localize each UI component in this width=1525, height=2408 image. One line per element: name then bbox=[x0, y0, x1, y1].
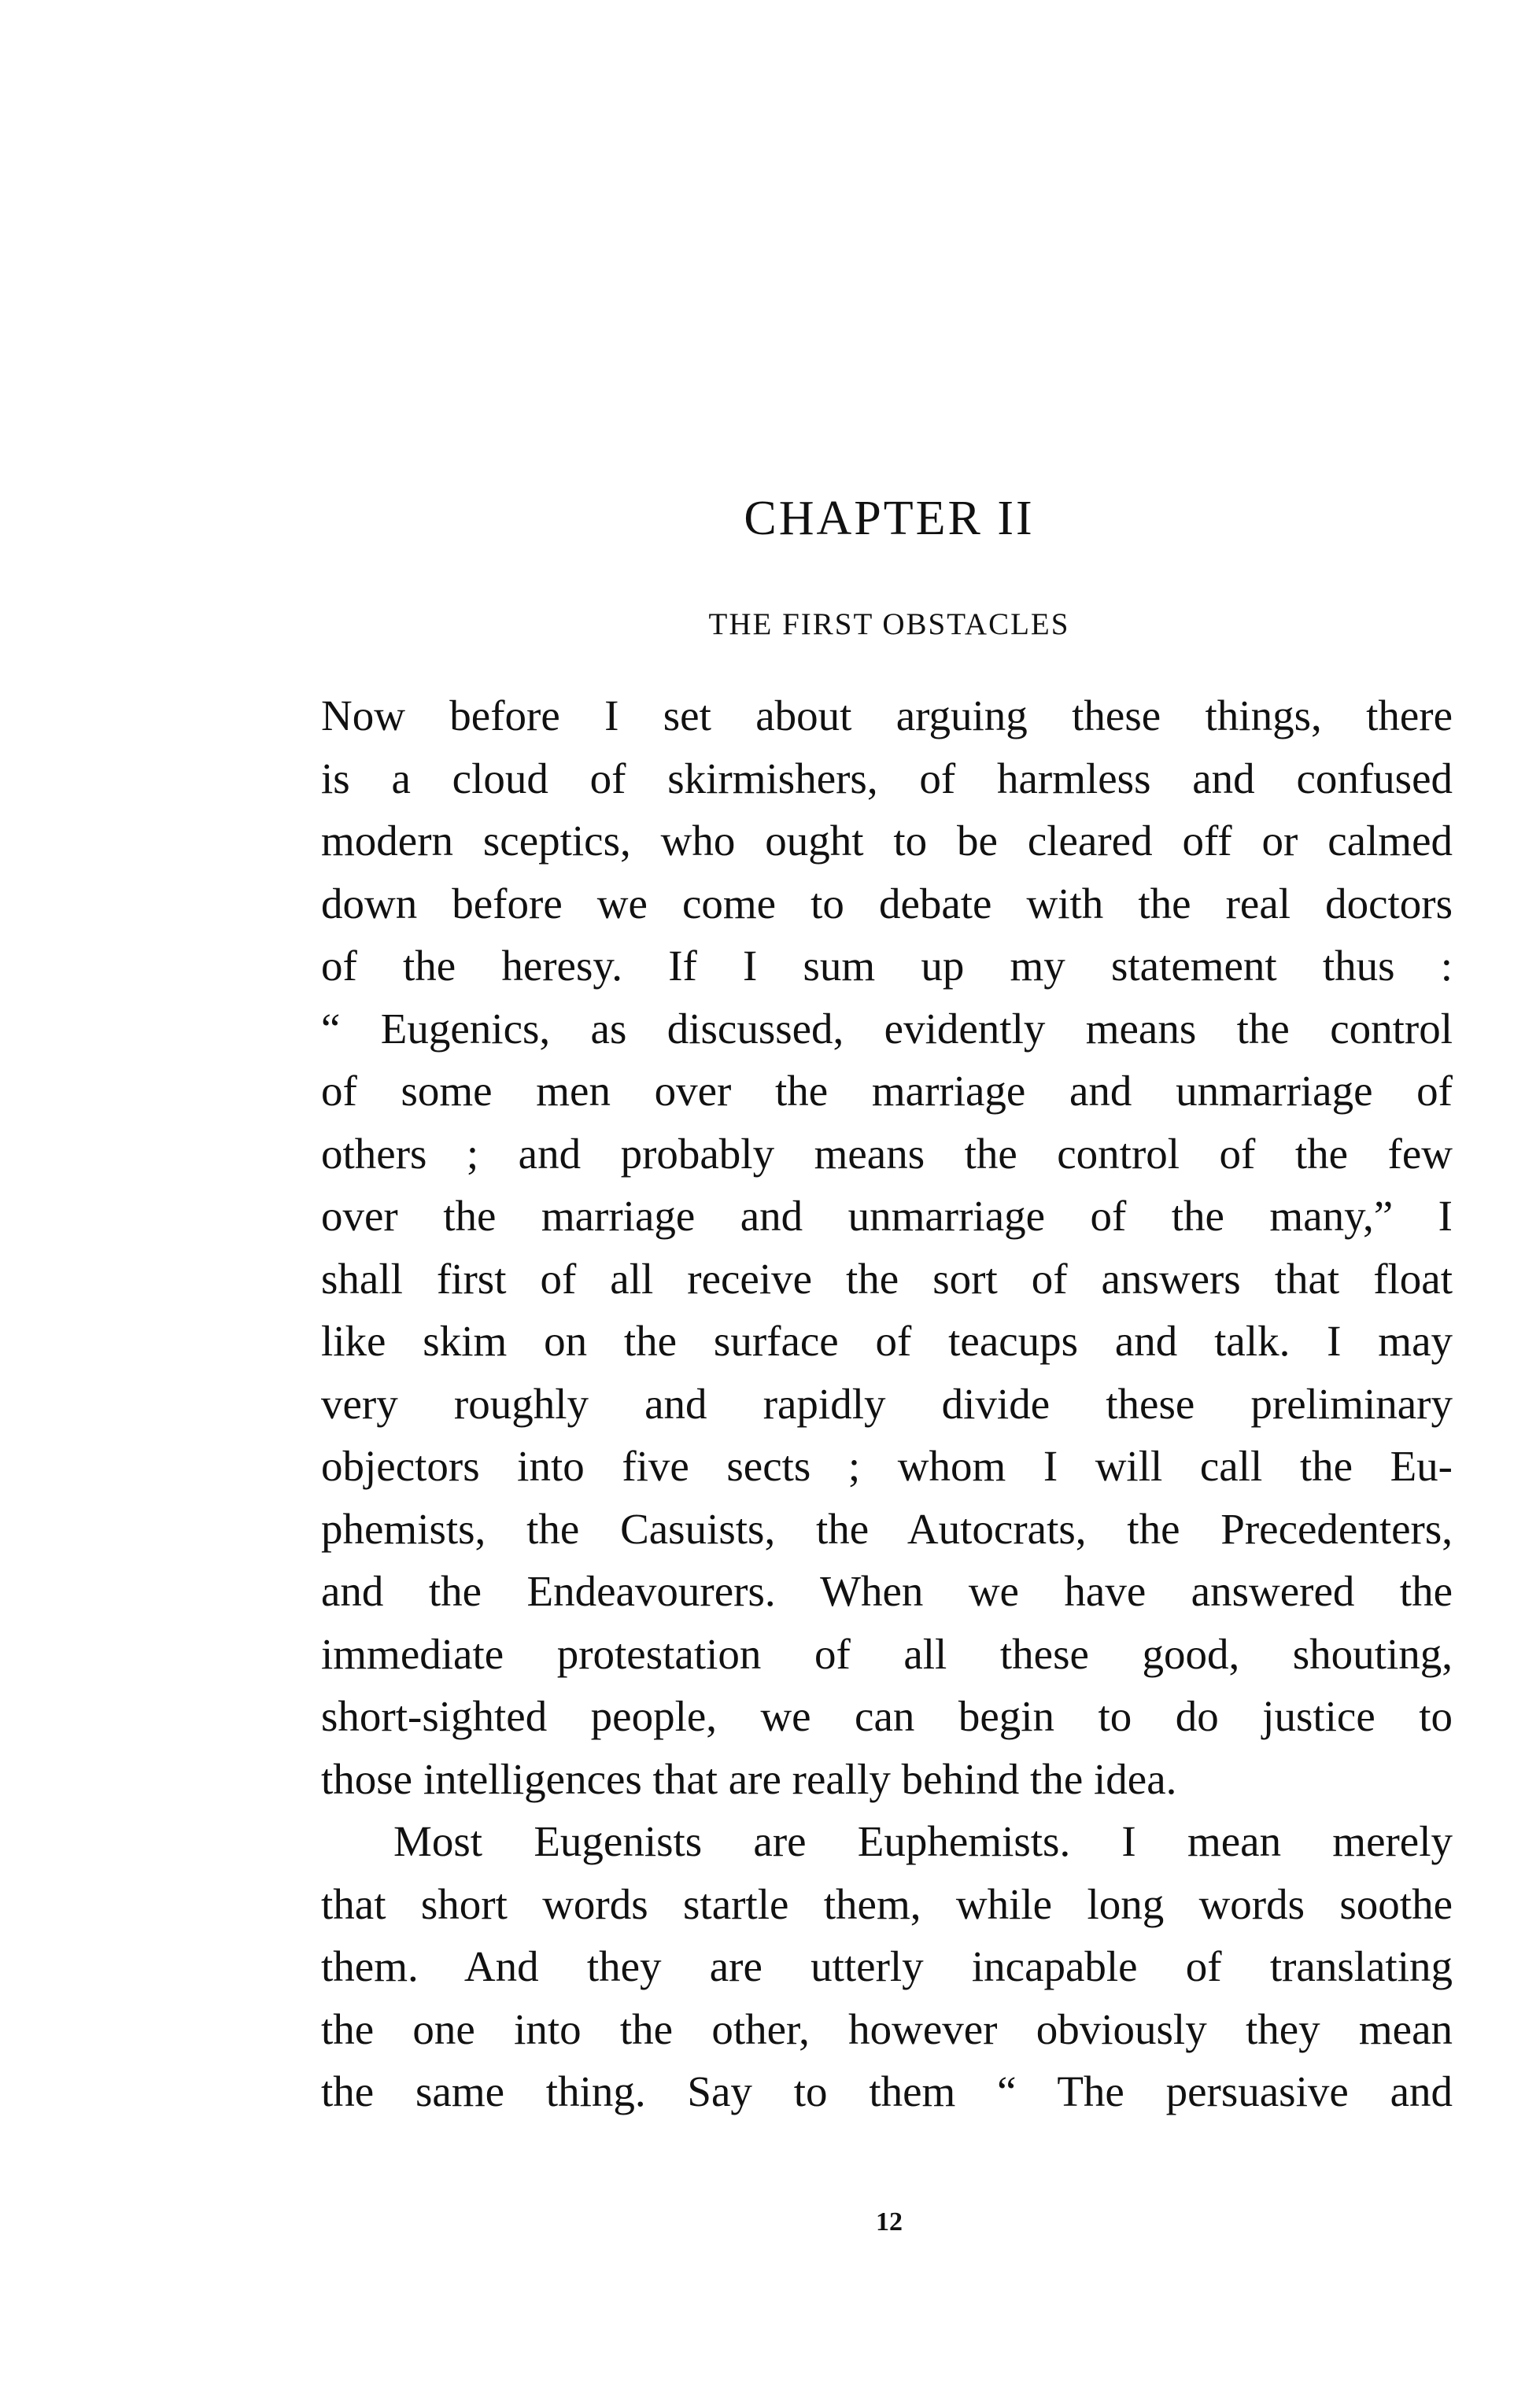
chapter-title: CHAPTER II bbox=[744, 492, 1035, 545]
body-text bbox=[321, 684, 1453, 2123]
text-line: Most Eugenists are Euphemists. I mean merely bbox=[393, 1817, 1453, 1865]
text-line: Now before I set about arguing these things, there bbox=[321, 691, 1453, 739]
text-line: those intelligences that are really behind the idea. bbox=[321, 1754, 1177, 1803]
text-line: others ; and probably means the control of the few bbox=[321, 1129, 1453, 1178]
text-line: objectors into five sects ; whom I will call the Eu- bbox=[321, 1442, 1453, 1490]
text-line: immediate protestation of all these good, shouting, bbox=[321, 1629, 1453, 1678]
text-line: like skim on the surface of teacups and talk. I may bbox=[321, 1317, 1453, 1365]
text-line: the same thing. Say to them “ The persuasive and bbox=[321, 2067, 1453, 2115]
text-line: modern sceptics, who ought to be cleared off or calmed bbox=[321, 817, 1453, 865]
text-line: down before we come to debate with the real doctors bbox=[321, 879, 1453, 927]
text-line: “ Eugenics, as discussed, evidently means the control bbox=[321, 1004, 1453, 1053]
text-line: the one into the other, however obviously they mean bbox=[321, 2004, 1453, 2053]
text-line: of some men over the marriage and unmarriage of bbox=[321, 1067, 1453, 1115]
text-line: of the heresy. If I sum up my statement thus : bbox=[321, 942, 1453, 990]
chapter-subtitle: THE FIRST OBSTACLES bbox=[708, 607, 1070, 641]
page-number: 12 bbox=[876, 2207, 903, 2237]
text-line: and the Endeavourers. When we have answered the bbox=[321, 1567, 1453, 1615]
text-line: is a cloud of skirmishers, of harmless and confused bbox=[321, 754, 1453, 802]
text-line: over the marriage and unmarriage of the many,” I bbox=[321, 1192, 1453, 1240]
text-line: phemists, the Casuists, the Autocrats, the Precedenters, bbox=[321, 1504, 1453, 1553]
text-line: short-sighted people, we can begin to do justice to bbox=[321, 1692, 1453, 1740]
text-line: that short words startle them, while long words soothe bbox=[321, 1879, 1453, 1928]
text-line: shall first of all receive the sort of answers that float bbox=[321, 1254, 1453, 1303]
text-line: them. And they are utterly incapable of translating bbox=[321, 1942, 1453, 1990]
text-line: very roughly and rapidly divide these preliminary bbox=[321, 1379, 1453, 1428]
